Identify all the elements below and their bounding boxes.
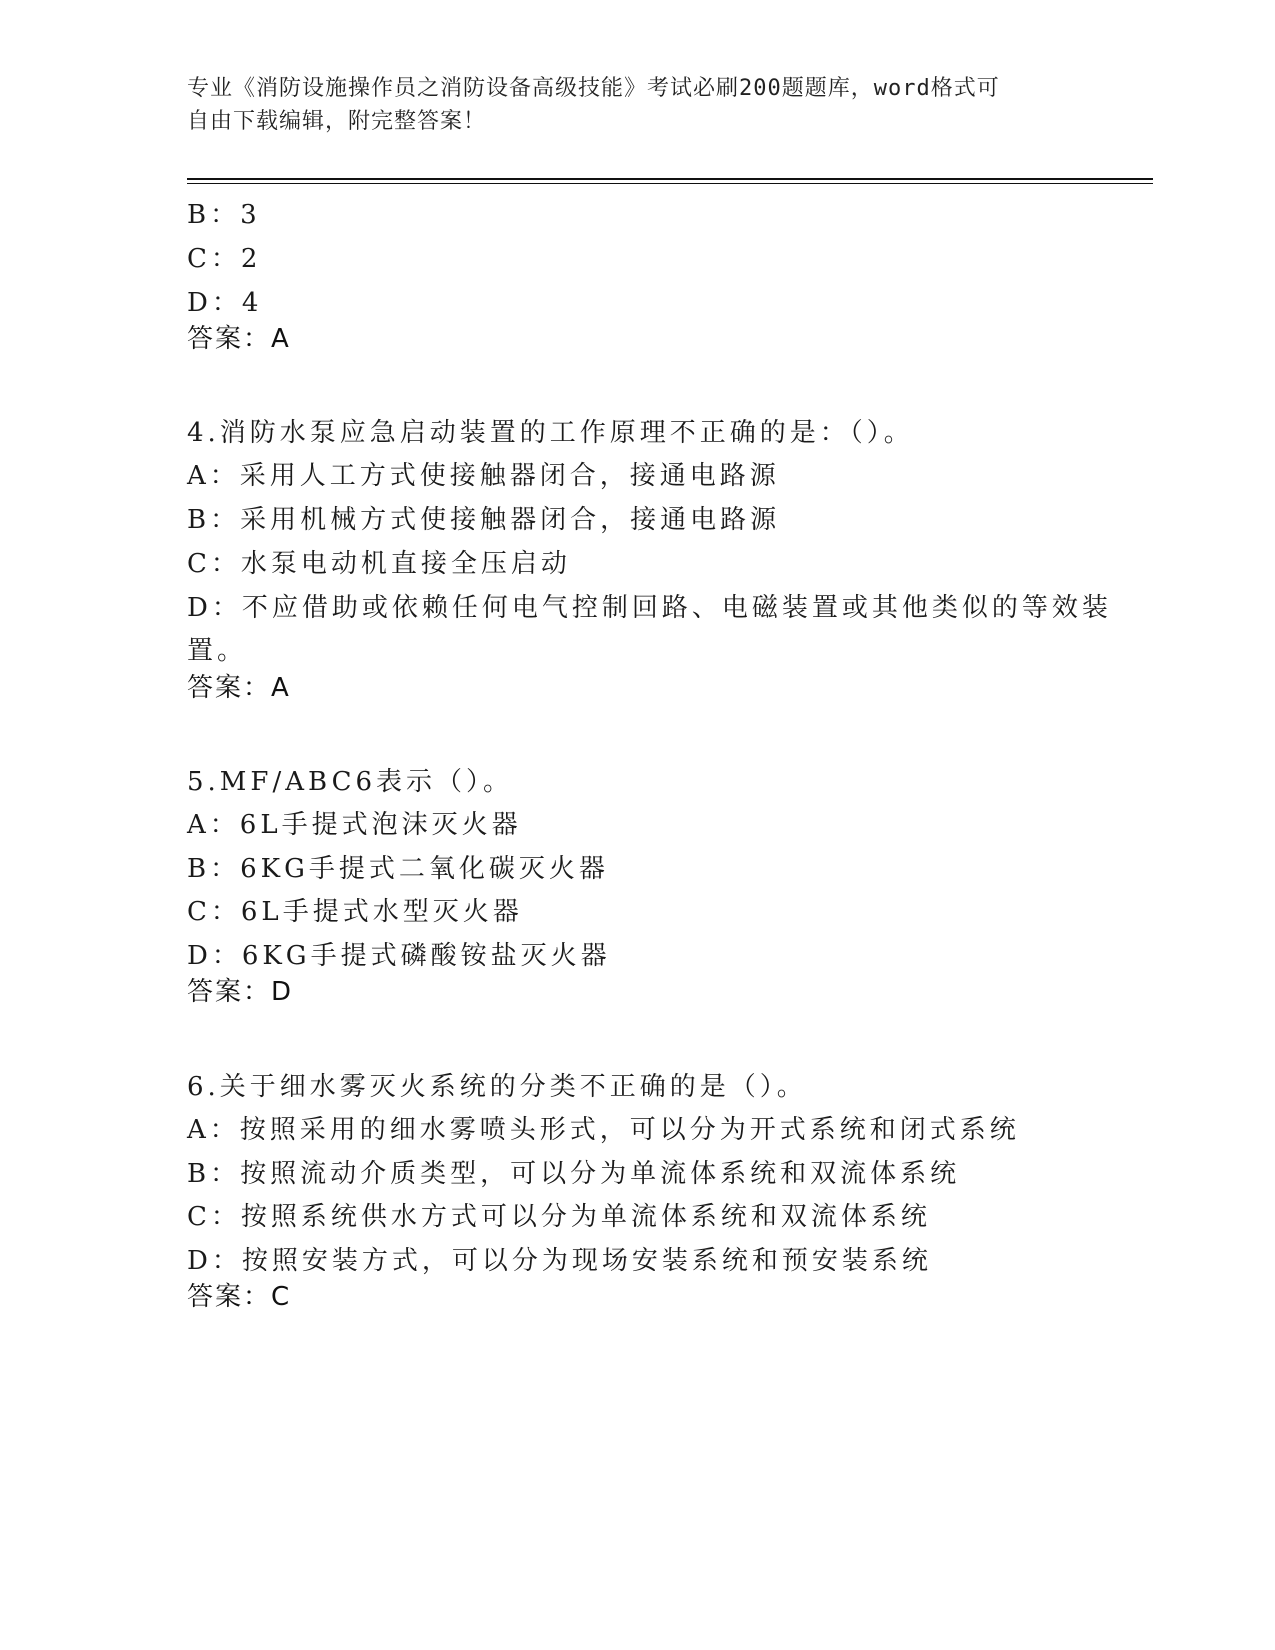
option-d: D：4: [187, 288, 263, 318]
option-d: D：不应借助或依赖任何电气控制回路、电磁装置或其他类似的等效装: [187, 593, 1112, 623]
option-a: A：采用人工方式使接触器闭合，接通电路源: [187, 461, 780, 491]
header-line-2: 自由下载编辑，附完整答案！: [187, 109, 487, 134]
header-divider-thin: [187, 183, 1153, 184]
header-divider-thick: [187, 178, 1153, 180]
answer-line: 答案：C: [187, 1282, 292, 1312]
document-header: [187, 72, 1067, 138]
option-b: B：6KG手提式二氧化碳灭火器: [187, 854, 609, 884]
option-c: C：水泵电动机直接全压启动: [187, 549, 571, 579]
answer-line: 答案：A: [187, 673, 291, 703]
option-d-continued: 置。: [187, 636, 248, 666]
option-a: A：6L手提式泡沫灭火器: [187, 810, 522, 840]
option-d: D：6KG手提式磷酸铵盐灭火器: [187, 941, 611, 971]
option-d: D：按照安装方式，可以分为现场安装系统和预安装系统: [187, 1246, 932, 1276]
option-c: C：2: [187, 244, 262, 274]
option-b: B：按照流动介质类型，可以分为单流体系统和双流体系统: [187, 1159, 961, 1189]
question-stem: 5.MF/ABC6表示（）。: [187, 767, 514, 797]
option-c: C：6L手提式水型灭火器: [187, 897, 523, 927]
option-c: C：按照系统供水方式可以分为单流体系统和双流体系统: [187, 1202, 931, 1232]
answer-line: 答案：A: [187, 324, 291, 354]
question-stem: 4.消防水泵应急启动装置的工作原理不正确的是：（）。: [187, 418, 914, 448]
header-line-1: 专业《消防设施操作员之消防设备高级技能》考试必刷200题题库，word格式可: [187, 76, 1000, 101]
answer-line: 答案：D: [187, 977, 294, 1007]
option-a: A：按照采用的细水雾喷头形式，可以分为开式系统和闭式系统: [187, 1115, 1020, 1145]
option-b: B：3: [187, 200, 261, 230]
question-stem: 6.关于细水雾灭火系统的分类不正确的是（）。: [187, 1072, 807, 1102]
option-b: B：采用机械方式使接触器闭合，接通电路源: [187, 505, 781, 535]
